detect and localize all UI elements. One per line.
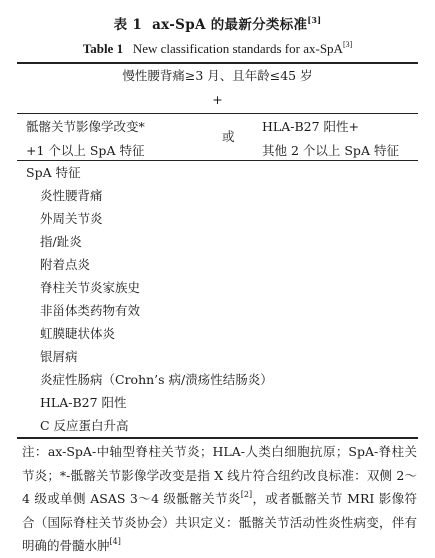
table-title-text-en: New classification standards for ax-SpA (132, 41, 343, 56)
feature-item: 炎性腰背痛 (40, 188, 103, 203)
feature-item: 炎症性肠病（Crohn’s 病/溃疡性结肠炎） (40, 372, 273, 387)
hla-criterion-line2: 其他 2 个以上 SpA 特征 (262, 143, 399, 158)
feature-item: 银屑病 (40, 349, 78, 364)
footnote-ref-4: [4] (109, 537, 121, 546)
footnote-text-1: 注：ax-SpA-中轴型脊柱关节炎；HLA-人类白细胞抗原；SpA-脊柱关节炎；*-骶髂关节影像学改变是指 X 线片符合纽约改良标准：双侧 2～4 级或单侧 ASAS 3～4 级骶髂关节炎 (22, 444, 417, 506)
feature-item: C 反应蛋白升高 (40, 418, 129, 433)
feature-item: 虹膜睫状体炎 (40, 326, 116, 341)
criteria-divider-bottom (17, 160, 418, 161)
table-title-text-zh: ax-SpA 的最新分类标准 (152, 17, 308, 33)
table-title-zh (0, 13, 435, 33)
table-footnote (22, 440, 417, 558)
feature-item: HLA-B27 阳性 (40, 395, 127, 410)
table-label-en: Table 1 (82, 41, 124, 56)
hla-criterion-line1: HLA-B27 阳性+ (262, 119, 359, 134)
criteria-entry: 慢性腰背痛≥3 月、且年龄≤45 岁 (122, 68, 313, 83)
criteria-or: 或 (222, 129, 235, 144)
feature-item: 附着点炎 (40, 257, 91, 272)
feature-item: 脊柱关节炎家族史 (40, 280, 141, 295)
table-title-en (0, 41, 435, 57)
feature-item: 外周关节炎 (40, 211, 103, 226)
feature-item: 指/趾炎 (40, 234, 82, 249)
imaging-criterion-line2: +1 个以上 SpA 特征 (26, 143, 145, 158)
top-rule (17, 62, 418, 64)
title-ref-zh: [3] (307, 15, 322, 25)
footnote-text-2: ，或者骶髂关节 MRI 影像符合（国际脊柱关节炎协会）共识定义：骶髂关节活动性炎性病变，伴有明确的骨髓水肿 (22, 491, 417, 553)
title-ref-en: [3] (342, 40, 353, 49)
footnote-ref-2: [2] (240, 490, 253, 499)
feature-item: 非甾体类药物有效 (40, 303, 141, 318)
spa-features-heading: SpA 特征 (26, 165, 81, 180)
table-label-zh: 表 1 (113, 17, 143, 33)
imaging-criterion-line1: 骶髂关节影像学改变* (26, 119, 145, 134)
bottom-rule (17, 437, 418, 439)
criteria-plus: + (212, 92, 223, 107)
criteria-divider-top (17, 113, 418, 114)
